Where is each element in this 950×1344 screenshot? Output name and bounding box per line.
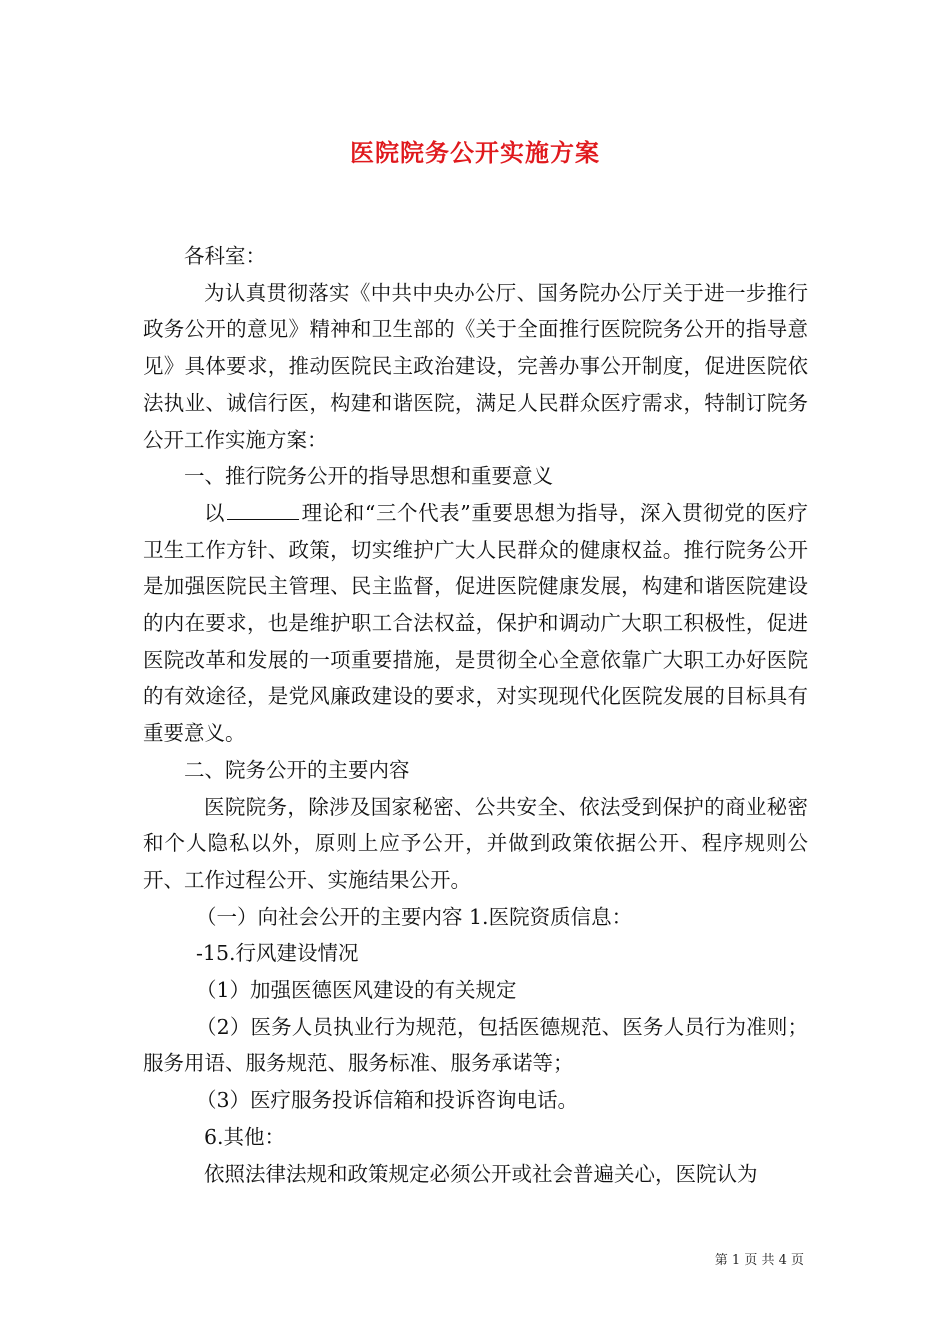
- page-footer: 第 1 页 共 4 页: [714, 1253, 804, 1268]
- intro-paragraph: 为认真贯彻落实《中共中央办公厅、国务院办公厅关于进一步推行政务公开的意见》精神和卫生部的《关于全面推行医院院务公开的指导意见》具体要求，推动医院民主政治建设，完善办事公开制度，促进医院依法执业、诚信行医，构建和谐医院，满足人民群众医疗需求，特制订院务公开工作实施方案：: [143, 280, 808, 452]
- salutation: 各科室：: [184, 244, 266, 268]
- item-15-1: （1）加强医德医风建设的有关规定: [196, 978, 517, 1003]
- section-1-paragraph: [143, 495, 808, 752]
- section-1-heading: 一、推行院务公开的指导思想和重要意义: [184, 464, 553, 489]
- section-1-body: 理论和“三个代表”重要思想为指导，深入贯彻党的医疗卫生工作方针、政策，切实维护广大人民群众的健康权益。推行院务公开是加强医院民主管理、民主监督，促进医院健康发展，构建和谐医院建设的内在要求，也是维护职工合法权益，保护和调动广大职工积极性，促进医院改革和发展的一项重要措施，是贯彻全心全意依靠广大职工办好医院的有效途径，是党风廉政建设的要求，对实现现代化医院发展的目标具有重要意义。: [143, 500, 808, 746]
- section-2-paragraph: 医院院务，除涉及国家秘密、公共安全、依法受到保护的商业秘密和个人隐私以外，原则上应予公开，并做到政策依据公开、程序规则公开、工作过程公开、实施结果公开。: [143, 794, 808, 892]
- item-15-2: （2）医务人员执业行为规范，包括医德规范、医务人员行为准则；服务用语、服务规范、服务标准、服务承诺等；: [143, 1014, 808, 1076]
- document-title: 医院院务公开实施方案: [350, 138, 600, 167]
- subsection-1-heading: （一）向社会公开的主要内容 1.医院资质信息：: [196, 904, 633, 929]
- item-15-heading: -15.行风建设情况: [196, 941, 359, 966]
- item-15-3: （3）医疗服务投诉信箱和投诉咨询电话。: [196, 1088, 579, 1113]
- redacted-blank: [227, 501, 299, 520]
- section-2-heading: 二、院务公开的主要内容: [184, 757, 410, 782]
- item-6-paragraph: 依照法律法规和政策规定必须公开或社会普遍关心，医院认为: [204, 1161, 758, 1186]
- document-body: [143, 238, 808, 1192]
- section-1-prefix: 以: [204, 500, 226, 525]
- item-6-heading: 6.其他：: [204, 1124, 286, 1149]
